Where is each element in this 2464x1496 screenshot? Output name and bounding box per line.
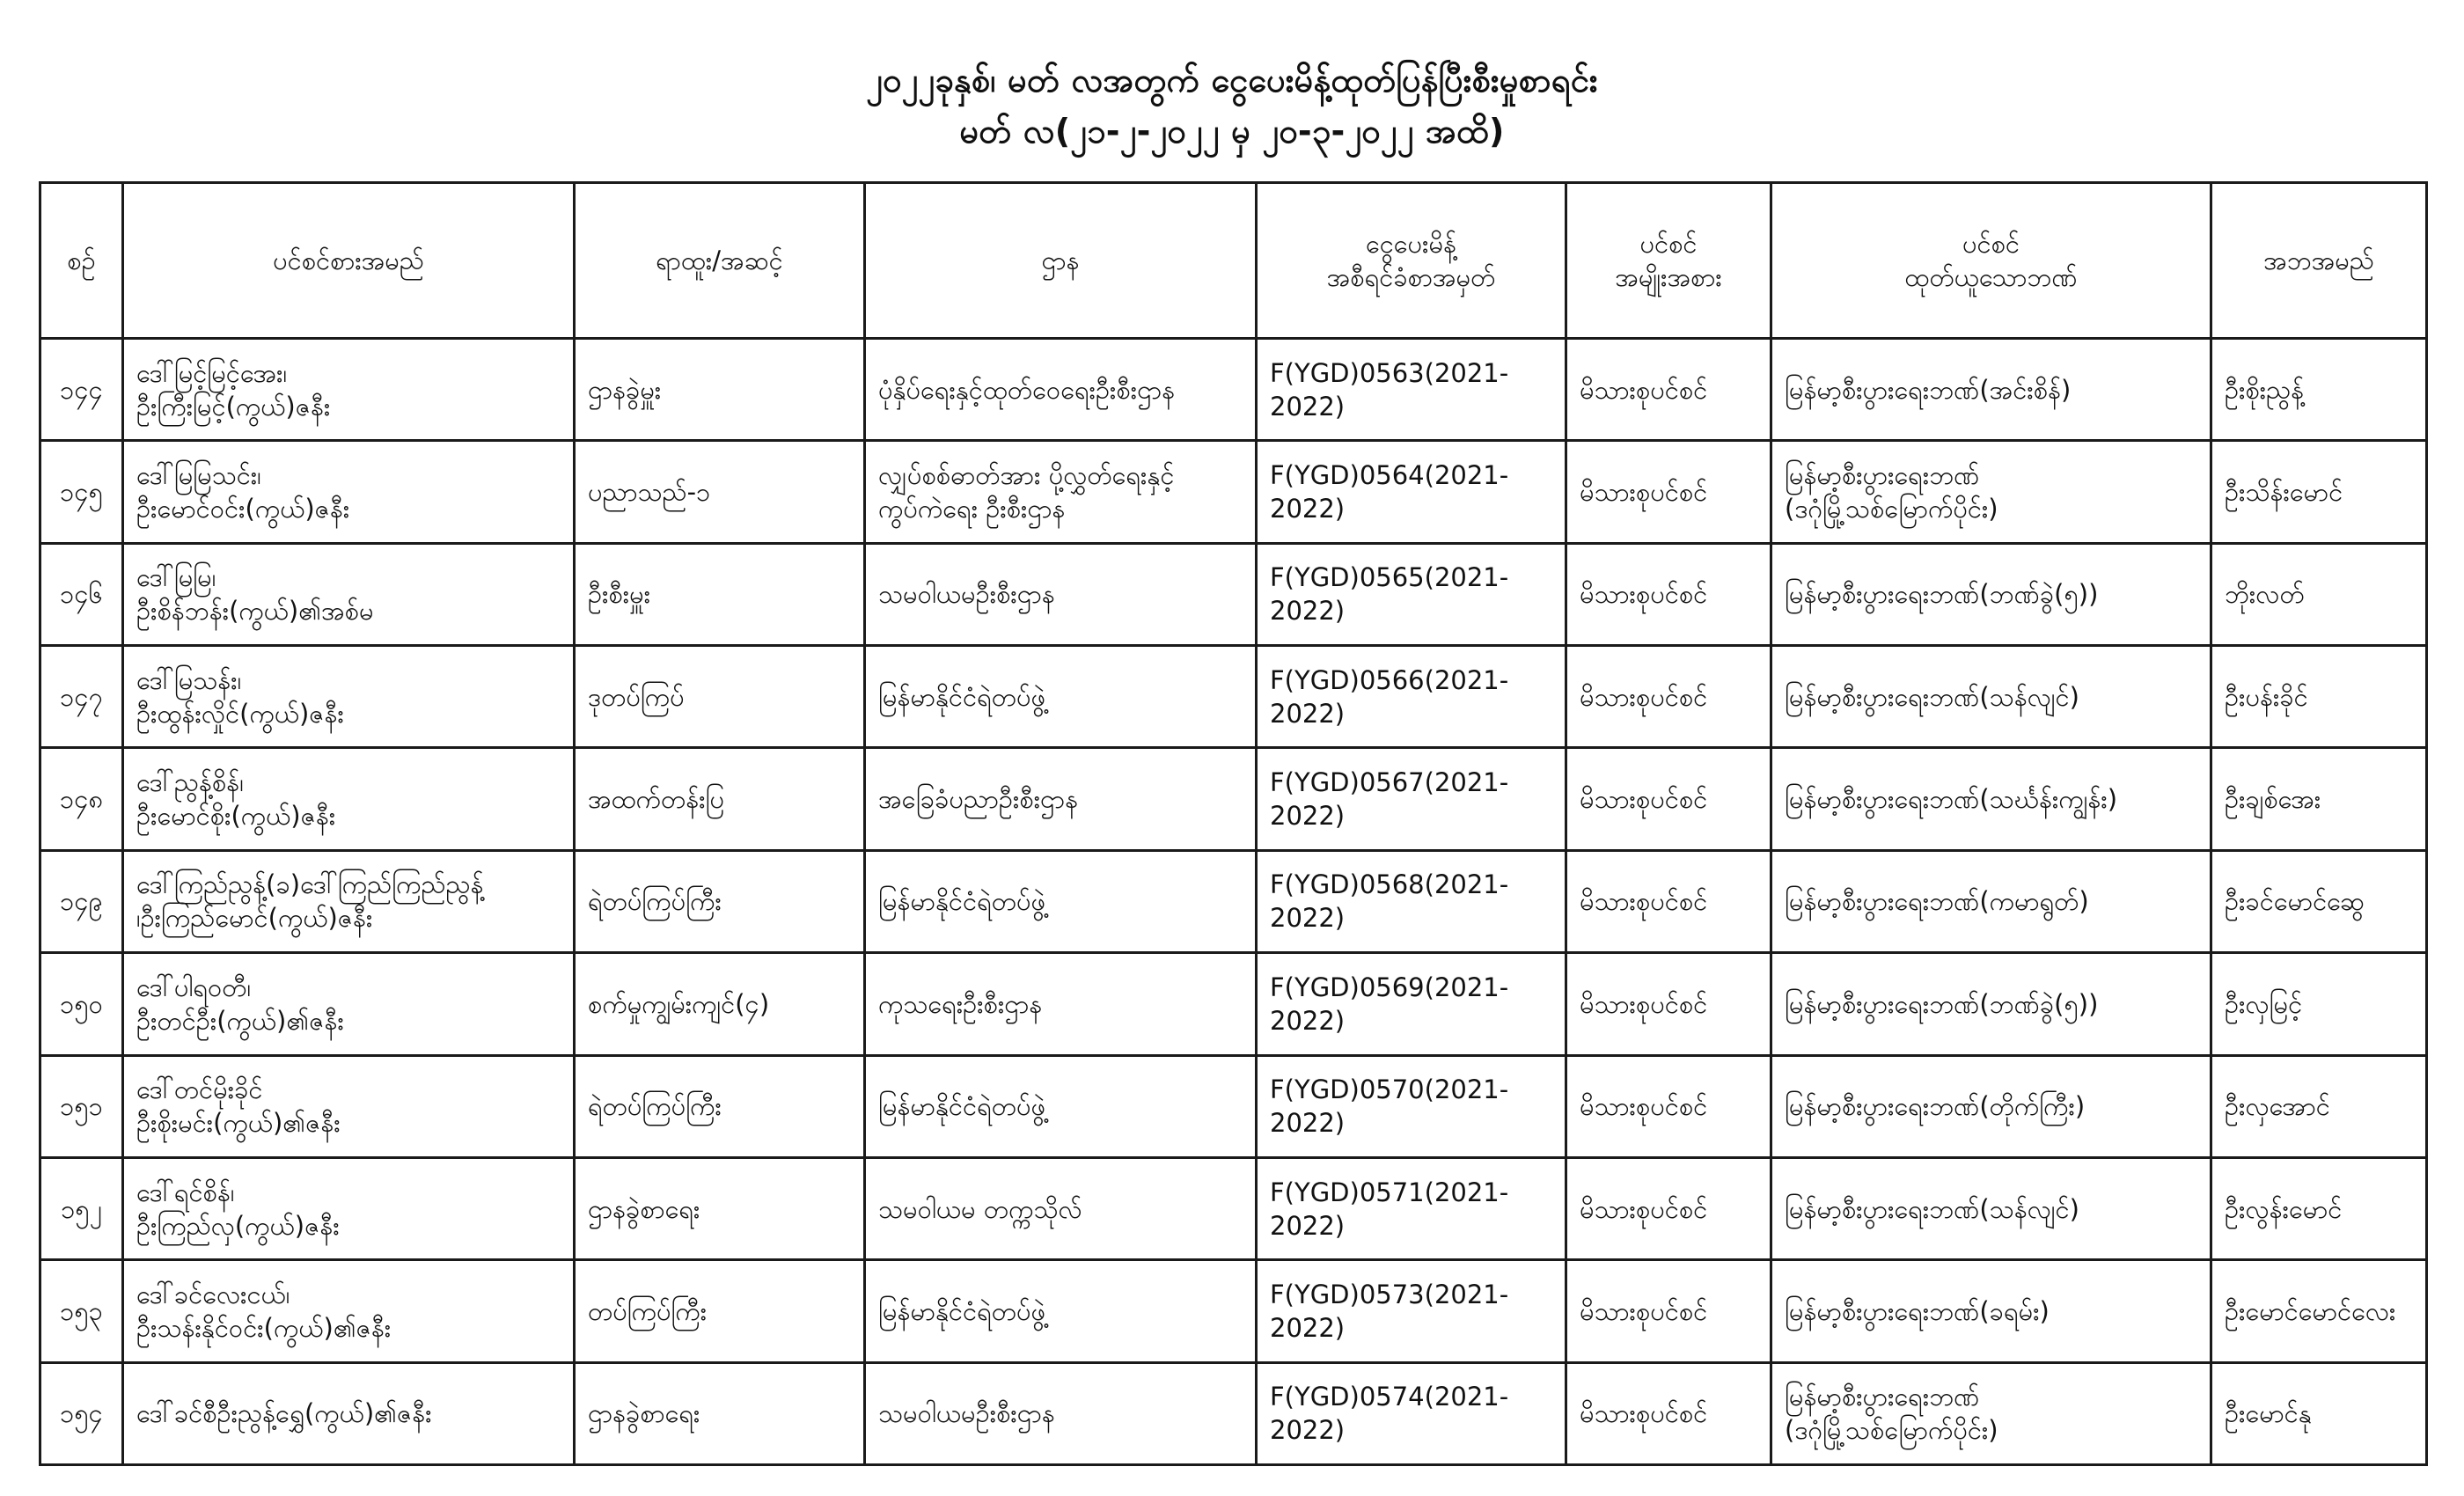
cell-license: F(YGD)0565(2021-2022) xyxy=(1257,543,1566,645)
cell-type xyxy=(1566,953,1771,1055)
cell-name-text: ဒေါ်မြသန်း၊ xyxy=(136,664,242,695)
header-name-text: ပင်စင်စားအမည် xyxy=(273,246,424,275)
header-bank-text: ထုတ်ယူသောဘဏ် xyxy=(1904,262,2078,292)
cell-rank xyxy=(575,1157,865,1259)
cell-bank-text: မြန်မာ့စီးပွားရေးဘဏ်(ဘဏ်ခွဲ(၅)) xyxy=(1785,579,2099,610)
cell-dept-text: အခြေခံပညာဦးစီးဌာန xyxy=(878,784,1079,815)
cell-rank xyxy=(575,850,865,952)
cell-name xyxy=(123,748,575,850)
cell-bank-text: (ဒဂုံမြို့သစ်မြောက်ပိုင်း) xyxy=(1785,1415,1998,1446)
cell-rank-text: ဦးစီးမှူး xyxy=(588,579,651,610)
cell-type-text: မိသားစုပင်စင် xyxy=(1580,988,1708,1019)
cell-name-text: ဦးစိန်ဘန်း(ကွယ်)၏အစ်မ xyxy=(136,596,374,627)
cell-bank-text: မြန်မာ့စီးပွားရေးဘဏ်(တိုက်ကြီး) xyxy=(1785,1091,2086,1122)
cell-type-text: မိသားစုပင်စင် xyxy=(1580,1091,1708,1122)
cell-name-text: ဦးတင်ဦး(ကွယ်)၏ဇနီး xyxy=(136,1005,344,1036)
cell-dept xyxy=(865,1362,1257,1464)
cell-name xyxy=(123,1260,575,1362)
cell-no: ၁၄၅ xyxy=(40,441,123,543)
cell-officer xyxy=(2211,748,2427,850)
cell-bank-text: မြန်မာ့စီးပွားရေးဘဏ်(အင်းစိန်) xyxy=(1785,374,2072,405)
header-dept xyxy=(865,183,1257,339)
header-bank xyxy=(1771,183,2211,339)
cell-rank xyxy=(575,1055,865,1157)
cell-dept xyxy=(865,543,1257,645)
cell-name-text: ဒေါ်ခင်လေးငယ်၊ xyxy=(136,1279,290,1309)
cell-dept-text: လျှပ်စစ်ဓာတ်အား ပို့လွှတ်ရေးနှင့် xyxy=(878,460,1175,491)
cell-rank-text: ဌာနခွဲမှူး xyxy=(588,374,662,405)
cell-no: ၁၄၆ xyxy=(40,543,123,645)
header-bank-text: ပင်စင် xyxy=(1962,229,2020,259)
header-name xyxy=(123,183,575,339)
header-no-text: စဉ် xyxy=(67,246,96,275)
header-dept-text: ဌာန xyxy=(1041,246,1080,275)
cell-rank-text: ရဲတပ်ကြပ်ကြီး xyxy=(588,886,722,917)
header-license-text: အစီရင်ခံစာအမှတ် xyxy=(1326,262,1496,292)
cell-name-text: ဦးကြည်လှ(ကွယ်)ဇနီး xyxy=(136,1210,340,1241)
table-row xyxy=(40,850,2427,952)
table-header-row xyxy=(40,183,2427,339)
cell-bank-text: မြန်မာ့စီးပွားရေးဘဏ်(ခရမ်း) xyxy=(1785,1295,2050,1326)
cell-name-text: ဒေါ်တင်မိုးခိုင် xyxy=(136,1074,263,1105)
cell-no: ၁၅၂ xyxy=(40,1157,123,1259)
cell-dept-text: မြန်မာနိုင်ငံရဲတပ်ဖွဲ့ xyxy=(878,1091,1046,1122)
cell-type xyxy=(1566,441,1771,543)
cell-license: F(YGD)0569(2021-2022) xyxy=(1257,953,1566,1055)
cell-name-text: ဒေါ်ခင်စီဦးညွန့်ရွှေ(ကွယ်)၏ဇနီး xyxy=(136,1398,432,1429)
table-row xyxy=(40,953,2427,1055)
cell-dept xyxy=(865,1157,1257,1259)
table-row xyxy=(40,1055,2427,1157)
table-body xyxy=(40,339,2427,1465)
document-title xyxy=(0,55,2464,157)
cell-bank xyxy=(1771,1362,2211,1464)
cell-name-text: ဒေါ်ကြည်ညွန့်(ခ)ဒေါ်ကြည်ကြည်ညွန့် xyxy=(136,869,484,900)
cell-officer-text: ဦးပန်းခိုင် xyxy=(2225,681,2308,712)
cell-name-text: ဒေါ်မြမြသင်း၊ xyxy=(136,460,261,491)
header-rank xyxy=(575,183,865,339)
cell-no: ၁၅၃ xyxy=(40,1260,123,1362)
cell-name xyxy=(123,339,575,441)
cell-rank-text: အထက်တန်းပြ xyxy=(588,784,725,815)
cell-name-text: ဦးထွန်းလှိုင်(ကွယ်)ဇနီး xyxy=(136,698,344,729)
cell-dept-text: ပုံနှိပ်ရေးနှင့်ထုတ်ဝေရေးဦးစီးဌာန xyxy=(878,374,1176,405)
cell-type xyxy=(1566,748,1771,850)
cell-rank xyxy=(575,953,865,1055)
table-row xyxy=(40,646,2427,748)
cell-dept-text: မြန်မာနိုင်ငံရဲတပ်ဖွဲ့ xyxy=(878,886,1046,917)
table-row xyxy=(40,339,2427,441)
cell-type xyxy=(1566,1157,1771,1259)
cell-officer xyxy=(2211,953,2427,1055)
cell-type-text: မိသားစုပင်စင် xyxy=(1580,374,1708,405)
cell-type-text: မိသားစုပင်စင် xyxy=(1580,681,1708,712)
cell-license: F(YGD)0570(2021-2022) xyxy=(1257,1055,1566,1157)
cell-bank-text: မြန်မာ့စီးပွားရေးဘဏ်(သန်လျင်) xyxy=(1785,1193,2079,1224)
cell-name xyxy=(123,646,575,748)
cell-no: ၁၄၉ xyxy=(40,850,123,952)
cell-rank xyxy=(575,748,865,850)
cell-officer-text: ဦးမောင်မောင်လေး xyxy=(2225,1295,2396,1326)
cell-bank xyxy=(1771,1157,2211,1259)
cell-no: ၁၄၈ xyxy=(40,748,123,850)
cell-officer-text: ဦးလှအောင် xyxy=(2225,1091,2330,1122)
cell-name-text: ဒေါ်မြမြ၊ xyxy=(136,562,216,593)
cell-license: F(YGD)0567(2021-2022) xyxy=(1257,748,1566,850)
cell-bank xyxy=(1771,850,2211,952)
header-license xyxy=(1257,183,1566,339)
header-type-text: အမျိုးအစား xyxy=(1615,262,1722,292)
cell-rank xyxy=(575,646,865,748)
cell-rank-text: ရဲတပ်ကြပ်ကြီး xyxy=(588,1091,722,1122)
cell-bank-text: မြန်မာ့စီးပွားရေးဘဏ်(ဘဏ်ခွဲ(၅)) xyxy=(1785,988,2099,1019)
cell-officer xyxy=(2211,1055,2427,1157)
cell-name-text: ဒေါ်ပါရဝတီ၊ xyxy=(136,972,252,1002)
cell-bank xyxy=(1771,543,2211,645)
cell-type-text: မိသားစုပင်စင် xyxy=(1580,886,1708,917)
header-license-text: ငွေပေးမိန့် xyxy=(1365,229,1457,259)
cell-name-text: ဦးစိုးမင်း(ကွယ်)၏ဇနီး xyxy=(136,1108,341,1139)
cell-bank xyxy=(1771,646,2211,748)
cell-bank xyxy=(1771,748,2211,850)
cell-officer-text: ဦးစိုးညွန့် xyxy=(2225,374,2305,405)
cell-name xyxy=(123,1362,575,1464)
cell-rank xyxy=(575,339,865,441)
cell-officer xyxy=(2211,543,2427,645)
cell-rank xyxy=(575,1260,865,1362)
cell-dept-text: သမဝါယမ တက္ကသိုလ် xyxy=(878,1193,1082,1224)
cell-officer xyxy=(2211,646,2427,748)
cell-bank xyxy=(1771,339,2211,441)
header-type xyxy=(1566,183,1771,339)
cell-type-text: မိသားစုပင်စင် xyxy=(1580,1398,1708,1429)
cell-name-text: ဦးမောင်ဝင်း(ကွယ်)ဇနီး xyxy=(136,494,350,524)
cell-officer xyxy=(2211,1260,2427,1362)
cell-bank xyxy=(1771,1260,2211,1362)
cell-no: ၁၅၁ xyxy=(40,1055,123,1157)
cell-name-text: ဦးသန်းနိုင်ဝင်း(ကွယ်)၏ဇနီး xyxy=(136,1312,392,1343)
cell-officer-text: ဦးခင်မောင်ဆွေ xyxy=(2225,886,2365,917)
cell-type-text: မိသားစုပင်စင် xyxy=(1580,1295,1708,1326)
cell-license: F(YGD)0571(2021-2022) xyxy=(1257,1157,1566,1259)
cell-name-text: ဦးကြီးမြင့်(ကွယ်)ဇနီး xyxy=(136,391,331,422)
cell-type xyxy=(1566,339,1771,441)
cell-type xyxy=(1566,646,1771,748)
title-line-1: ၂၀၂၂ခုနှစ်၊ မတ် လအတွက် ငွေပေးမိန့်ထုတ်ပြန်ပြီးစီးမှုစာရင်း xyxy=(866,61,1598,99)
cell-bank-text: မြန်မာ့စီးပွားရေးဘဏ် xyxy=(1785,1382,1980,1412)
cell-no: ၁၅၀ xyxy=(40,953,123,1055)
cell-dept xyxy=(865,441,1257,543)
cell-officer xyxy=(2211,441,2427,543)
cell-dept-text: မြန်မာနိုင်ငံရဲတပ်ဖွဲ့ xyxy=(878,1295,1046,1326)
header-officer xyxy=(2211,183,2427,339)
cell-rank-text: ဌာနခွဲစာရေး xyxy=(588,1398,700,1429)
cell-type-text: မိသားစုပင်စင် xyxy=(1580,477,1708,508)
table-row xyxy=(40,1157,2427,1259)
table-row xyxy=(40,1362,2427,1464)
cell-rank xyxy=(575,441,865,543)
table-row xyxy=(40,441,2427,543)
cell-license: F(YGD)0563(2021-2022) xyxy=(1257,339,1566,441)
cell-officer-text: ဘိုးလတ် xyxy=(2225,579,2305,610)
cell-license: F(YGD)0566(2021-2022) xyxy=(1257,646,1566,748)
table-row xyxy=(40,1260,2427,1362)
cell-officer-text: ဦးလွန်းမောင် xyxy=(2225,1193,2343,1224)
cell-officer-text: ဦးမောင်နု xyxy=(2225,1398,2312,1429)
header-no xyxy=(40,183,123,339)
title-line-2: မတ် လ(၂၁-၂-၂၀၂၂ မှ ၂၀-၃-၂၀၂၂ အထိ) xyxy=(959,112,1505,150)
cell-officer xyxy=(2211,1157,2427,1259)
pension-register-table xyxy=(39,181,2428,1466)
cell-name xyxy=(123,1055,575,1157)
cell-name-text: ဒေါ်ညွန့်စိန်၊ xyxy=(136,767,244,798)
cell-officer xyxy=(2211,339,2427,441)
cell-type-text: မိသားစုပင်စင် xyxy=(1580,1193,1708,1224)
cell-type xyxy=(1566,543,1771,645)
cell-name xyxy=(123,953,575,1055)
cell-rank-text: စက်မှုကျွမ်းကျင်(၄) xyxy=(588,988,770,1019)
header-officer-text: အဘအမည် xyxy=(2263,246,2374,275)
cell-officer-text: ဦးလှမြင့် xyxy=(2225,988,2303,1019)
cell-dept xyxy=(865,646,1257,748)
cell-type xyxy=(1566,1362,1771,1464)
cell-bank xyxy=(1771,441,2211,543)
cell-name xyxy=(123,441,575,543)
cell-dept xyxy=(865,850,1257,952)
cell-rank xyxy=(575,543,865,645)
header-type-text: ပင်စင် xyxy=(1639,229,1698,259)
cell-officer-text: ဦးသိန်းမောင် xyxy=(2225,477,2343,508)
cell-officer xyxy=(2211,850,2427,952)
cell-bank xyxy=(1771,953,2211,1055)
cell-officer xyxy=(2211,1362,2427,1464)
table-row xyxy=(40,748,2427,850)
cell-dept-text: သမဝါယမဦးစီးဌာန xyxy=(878,1398,1055,1429)
cell-dept-text: ကွပ်ကဲရေး ဦးစီးဌာန xyxy=(878,494,1066,524)
cell-rank xyxy=(575,1362,865,1464)
cell-dept-text: မြန်မာနိုင်ငံရဲတပ်ဖွဲ့ xyxy=(878,681,1046,712)
cell-rank-text: ဒုတပ်ကြပ် xyxy=(588,681,685,712)
cell-bank-text: (ဒဂုံမြို့သစ်မြောက်ပိုင်း) xyxy=(1785,494,1998,524)
table-row xyxy=(40,543,2427,645)
cell-dept-text: သမဝါယမဦးစီးဌာန xyxy=(878,579,1055,610)
cell-no: ၁၄၄ xyxy=(40,339,123,441)
cell-dept xyxy=(865,748,1257,850)
cell-rank-text: ဌာနခွဲစာရေး xyxy=(588,1193,700,1224)
cell-name-text: ဦးမောင်စိုး(ကွယ်)ဇနီး xyxy=(136,801,336,832)
cell-name-text: ဒေါ်မြင့်မြင့်အေး၊ xyxy=(136,357,288,388)
cell-type-text: မိသားစုပင်စင် xyxy=(1580,579,1708,610)
cell-dept-text: ကုသရေးဦးစီးဌာန xyxy=(878,988,1043,1019)
cell-name-text: ၊ဦးကြည်မောင်(ကွယ်)ဇနီး xyxy=(136,903,373,934)
cell-no: ၁၄၇ xyxy=(40,646,123,748)
cell-license: F(YGD)0568(2021-2022) xyxy=(1257,850,1566,952)
cell-dept xyxy=(865,1055,1257,1157)
cell-type xyxy=(1566,1260,1771,1362)
cell-bank-text: မြန်မာ့စီးပွားရေးဘဏ် xyxy=(1785,460,1980,491)
cell-dept xyxy=(865,1260,1257,1362)
cell-name-text: ဒေါ်ရင်စိန်၊ xyxy=(136,1177,235,1207)
cell-name xyxy=(123,543,575,645)
cell-bank-text: မြန်မာ့စီးပွားရေးဘဏ်(သန်လျင်) xyxy=(1785,681,2079,712)
cell-name xyxy=(123,1157,575,1259)
cell-bank-text: မြန်မာ့စီးပွားရေးဘဏ်(ကမာရွတ်) xyxy=(1785,886,2089,917)
cell-no: ၁၅၄ xyxy=(40,1362,123,1464)
cell-dept xyxy=(865,339,1257,441)
cell-rank-text: တပ်ကြပ်ကြီး xyxy=(588,1295,708,1326)
cell-license: F(YGD)0564(2021-2022) xyxy=(1257,441,1566,543)
cell-bank-text: မြန်မာ့စီးပွားရေးဘဏ်(သင်္ဃန်းကျွန်း) xyxy=(1785,784,2118,815)
cell-type xyxy=(1566,850,1771,952)
cell-license: F(YGD)0573(2021-2022) xyxy=(1257,1260,1566,1362)
cell-name xyxy=(123,850,575,952)
cell-dept xyxy=(865,953,1257,1055)
cell-rank-text: ပညာသည်-၁ xyxy=(588,477,711,508)
header-rank-text: ရာထူး/အဆင့် xyxy=(656,246,783,275)
cell-type xyxy=(1566,1055,1771,1157)
cell-license: F(YGD)0574(2021-2022) xyxy=(1257,1362,1566,1464)
cell-type-text: မိသားစုပင်စင် xyxy=(1580,784,1708,815)
cell-officer-text: ဦးချစ်အေး xyxy=(2225,784,2321,815)
cell-bank xyxy=(1771,1055,2211,1157)
